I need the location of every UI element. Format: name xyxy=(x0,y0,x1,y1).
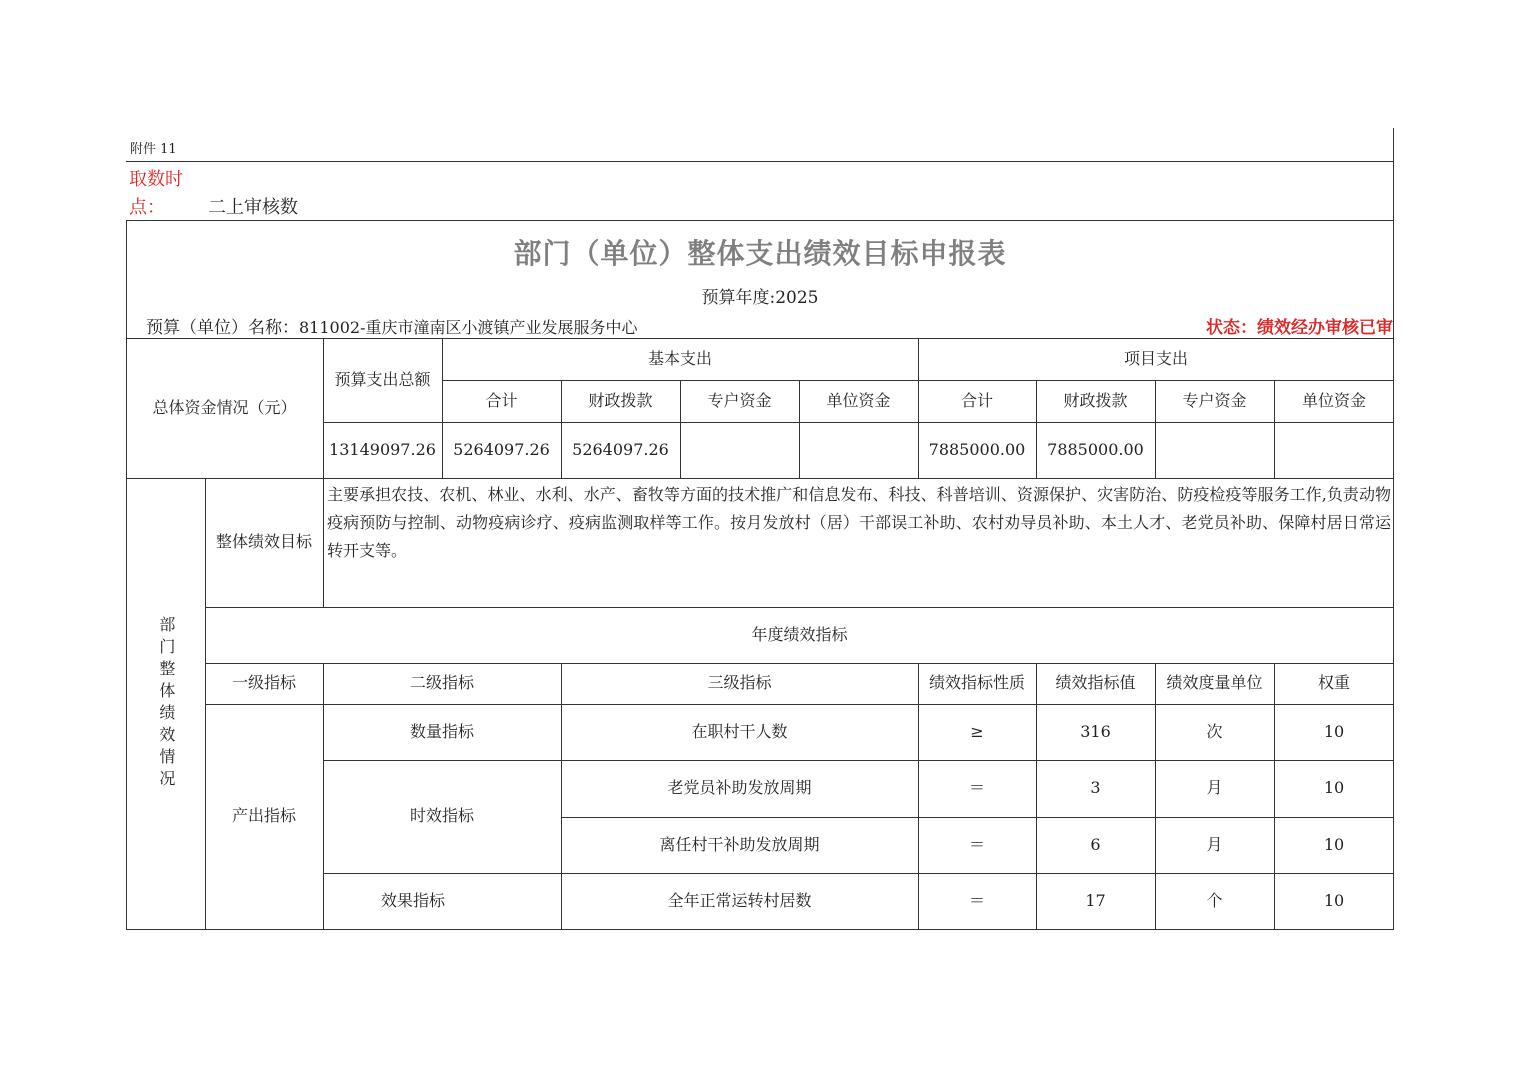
total-budget-header: 预算支出总额 xyxy=(334,369,431,389)
table-row-2-level2: 时效指标 xyxy=(409,806,474,826)
project-total-value: 7885000.00 xyxy=(928,439,1026,459)
header-nature: 绩效指标性质 xyxy=(928,673,1025,693)
header-unit: 绩效度量单位 xyxy=(1166,673,1263,693)
project-expenditure-header: 项目支出 xyxy=(1123,348,1188,368)
table-row-3-value: 6 xyxy=(1090,834,1101,854)
overall-goal-text: 主要承担农技、农机、林业、水利、水产、畜牧等方面的技术推广和信息发布、科技、科普培训、资源保护、灾害防治、防疫检疫等服务工作,负责动物疫病预防与控制、动物疫病诊疗、疫病监测取样等工作。按月发放村（居）干部误工补助、农村劝导员补助、本土人才、老党员补助、保障村居日常运转开支等。 xyxy=(327,485,1391,560)
basic-special-header: 专户资金 xyxy=(707,390,772,410)
table-row-4-level3: 全年正常运转村居数 xyxy=(667,890,812,910)
table-row-2-value: 3 xyxy=(1090,778,1101,798)
funds-row-label: 总体资金情况（元） xyxy=(152,397,297,417)
table-row-1-weight: 10 xyxy=(1323,721,1345,741)
basic-total-value: 5264097.26 xyxy=(453,439,550,459)
table-row-3-weight: 10 xyxy=(1323,834,1345,854)
table-row-4-level2: 效果指标 xyxy=(380,890,445,910)
project-total-header: 合计 xyxy=(960,390,993,410)
level1-output: 产出指标 xyxy=(231,806,296,826)
table-row-3-level3: 离任村干补助发放周期 xyxy=(659,834,820,854)
basic-unit-header: 单位资金 xyxy=(826,390,891,410)
basic-total-header: 合计 xyxy=(485,390,518,410)
fetch-time-label-line1: 取数时 xyxy=(129,169,183,190)
table-row-4-unit: 个 xyxy=(1206,890,1223,910)
table-row-1-level3: 在职村干人数 xyxy=(691,721,788,741)
basic-special-value xyxy=(680,422,799,478)
table-row-2-weight: 10 xyxy=(1323,778,1345,798)
header-level3: 三级指标 xyxy=(707,673,772,693)
table-row-2-nature: ＝ xyxy=(968,778,985,798)
table-row-4-nature: ＝ xyxy=(968,890,985,910)
project-special-value xyxy=(1155,422,1274,478)
table-row-2-unit: 月 xyxy=(1206,778,1223,798)
basic-fiscal-value: 5264097.26 xyxy=(572,439,669,459)
table-row-1-level2: 数量指标 xyxy=(409,721,474,741)
performance-section-label xyxy=(126,478,205,930)
table-row-4-weight: 10 xyxy=(1323,890,1345,910)
performance-section-text: 部门整体绩效情况 xyxy=(156,616,176,792)
table-row-3-unit: 月 xyxy=(1206,834,1223,854)
header-value: 绩效指标值 xyxy=(1055,673,1136,693)
project-special-header: 专户资金 xyxy=(1182,390,1247,410)
unit-name-label: 预算（单位）名称： xyxy=(146,318,299,338)
unit-name-value: 811002-重庆市潼南区小渡镇产业发展服务中心 xyxy=(299,318,638,337)
header-level2: 二级指标 xyxy=(409,673,474,693)
table-row-1-value: 316 xyxy=(1080,721,1111,741)
table-row-2-level3: 老党员补助发放周期 xyxy=(667,778,812,798)
header-weight: 权重 xyxy=(1317,673,1350,693)
page-title: 部门（单位）整体支出绩效目标申报表 xyxy=(513,237,1007,270)
fetch-time-label xyxy=(129,166,183,222)
basic-unit-value xyxy=(799,422,918,478)
annual-indicators-label: 年度绩效指标 xyxy=(751,624,848,644)
header-level1: 一级指标 xyxy=(231,673,296,693)
status-badge: 状态：绩效经办审核已审 xyxy=(1206,318,1393,338)
basic-fiscal-header: 财政拨款 xyxy=(588,390,653,410)
table-row-3-nature: ＝ xyxy=(968,834,985,854)
project-fiscal-header: 财政拨款 xyxy=(1063,390,1128,410)
fetch-time-value: 二上审核数 xyxy=(208,197,298,218)
table-row-1-unit: 次 xyxy=(1206,721,1223,741)
basic-expenditure-header: 基本支出 xyxy=(647,348,712,368)
project-fiscal-value: 7885000.00 xyxy=(1047,439,1144,459)
total-budget-value: 13149097.26 xyxy=(329,439,436,459)
fetch-time-label-line2: 点： xyxy=(129,197,165,218)
table-row-1-nature: ≥ xyxy=(970,721,984,741)
project-unit-header: 单位资金 xyxy=(1301,390,1366,410)
attachment-label: 附件 11 xyxy=(130,142,177,157)
overall-goal-label: 整体绩效目标 xyxy=(215,532,312,552)
project-unit-value xyxy=(1274,422,1394,478)
budget-year: 预算年度:2025 xyxy=(701,288,819,308)
table-row-4-value: 17 xyxy=(1085,890,1106,910)
unit-name-row xyxy=(146,313,638,338)
